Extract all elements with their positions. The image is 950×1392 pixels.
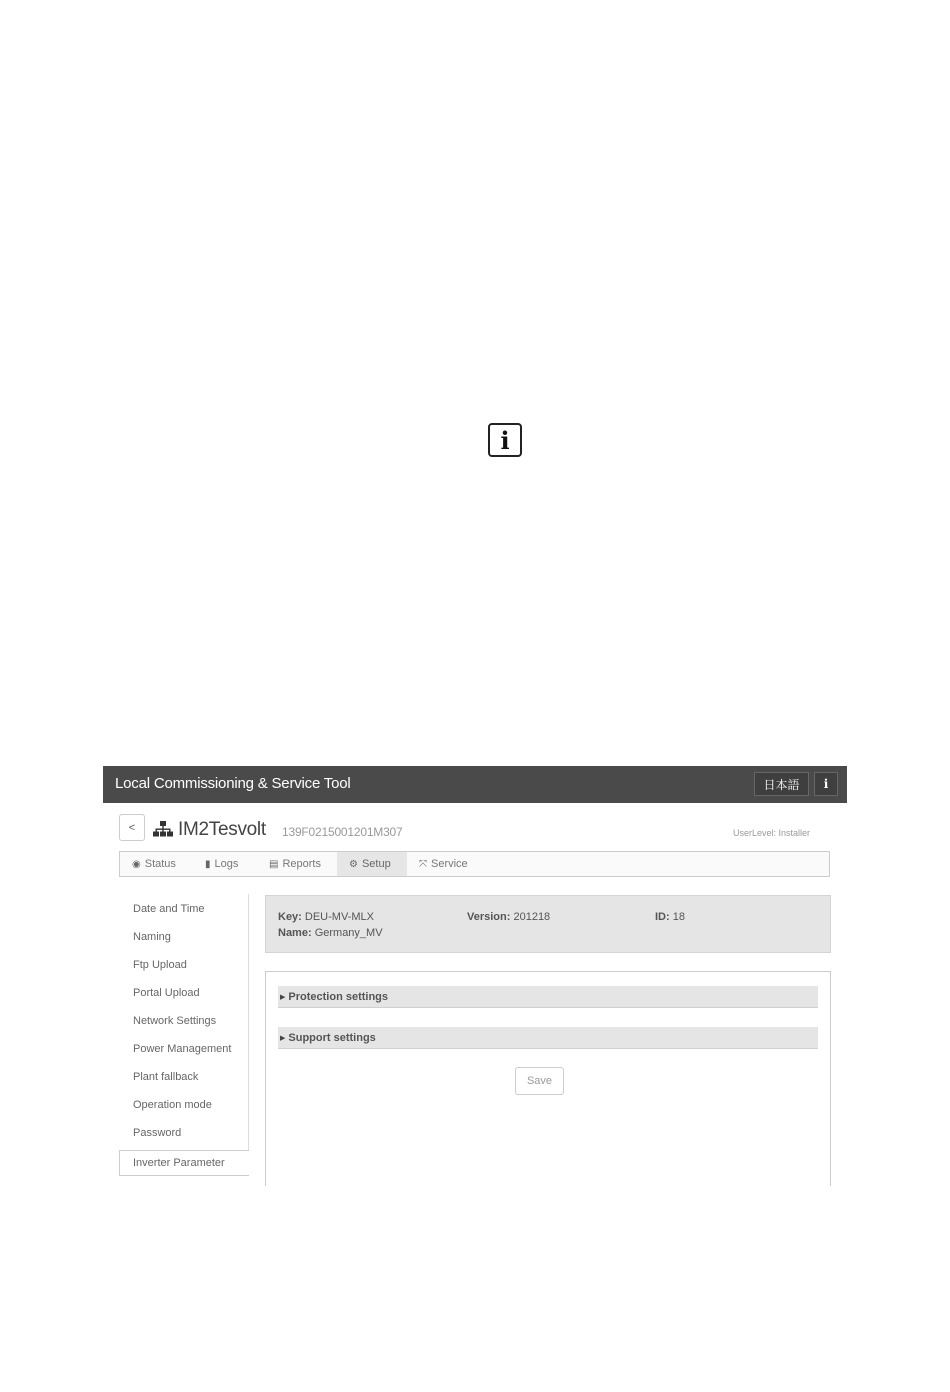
sidebar-item-plant-fallback[interactable]: Plant fallback [133,1071,199,1083]
eye-icon: ◉ [132,858,141,870]
sidebar-item-portal-upload[interactable]: Portal Upload [133,987,200,999]
tab-bar [119,851,830,877]
setup-sidebar [119,894,249,1186]
caret-right-icon: ▶ [280,1034,286,1042]
version-label: Version: [467,911,511,923]
tab-label: Setup [361,858,391,870]
protection-settings-toggle[interactable] [278,986,818,1008]
sidebar-divider [248,894,249,1150]
tab-service[interactable] [407,852,480,876]
language-button[interactable]: 日本語 [754,772,809,796]
name-field [278,927,383,939]
name-value: Germany_MV [314,927,383,939]
info-icon: i [488,423,522,457]
sidebar-item-network-settings[interactable]: Network Settings [133,1015,217,1027]
sidebar-item-inverter-parameter[interactable]: Inverter Parameter [119,1150,249,1176]
book-icon: ▮ [205,858,211,870]
key-value: DEU-MV-MLX [304,911,374,923]
key-label: Key: [278,911,302,923]
key-field [278,911,374,923]
document-icon: ▤ [269,858,279,870]
version-value: 201218 [513,911,551,923]
tab-label: Service [431,858,468,870]
caret-right-icon: ▶ [280,993,286,1001]
parameter-info-panel [265,895,831,953]
app-header [103,766,847,803]
wrench-icon: ⤧ [419,858,427,870]
tab-status[interactable] [120,852,188,876]
support-settings-toggle[interactable] [278,1027,818,1049]
tab-label: Status [144,858,176,870]
tab-label: Logs [214,858,239,870]
section-label: Support settings [288,1031,376,1044]
tab-reports[interactable] [257,852,333,876]
version-field [467,911,550,923]
sidebar-item-power-management[interactable]: Power Management [133,1043,232,1055]
id-value: 18 [672,911,685,923]
info-button[interactable]: i [814,772,838,796]
sidebar-item-date-and-time[interactable]: Date and Time [133,903,205,915]
sitemap-icon [153,821,173,837]
app-screenshot [103,766,847,1186]
tab-setup[interactable] [337,852,407,876]
save-button[interactable]: Save [515,1067,564,1095]
id-field [655,911,685,923]
tab-label: Reports [282,858,321,870]
name-label: Name: [278,927,312,939]
section-label: Protection settings [288,990,389,1003]
user-level: UserLevel: Installer [733,828,811,838]
device-serial: 139F0215001201M307 [282,825,403,839]
id-label: ID: [655,911,670,923]
back-button[interactable]: < [119,814,145,841]
settings-panel [265,971,831,1186]
tab-logs[interactable] [193,852,250,876]
sidebar-item-operation-mode[interactable]: Operation mode [133,1099,212,1111]
sidebar-item-naming[interactable]: Naming [133,931,171,943]
device-name: IM2Tesvolt [178,819,266,840]
app-title: Local Commissioning & Service Tool [115,775,351,792]
gears-icon: ⚙ [349,858,358,870]
sidebar-item-ftp-upload[interactable]: Ftp Upload [133,959,187,971]
sidebar-item-password[interactable]: Password [133,1127,182,1139]
